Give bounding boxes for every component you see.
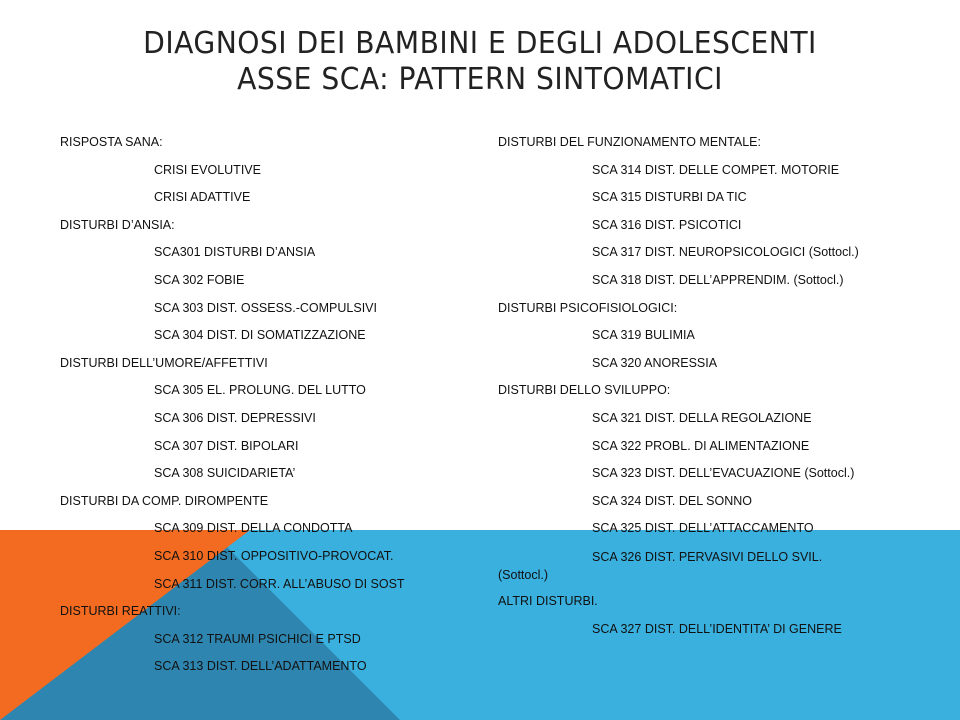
title-line-1: DIAGNOSI DEI BAMBINI E DEGLI ADOLESCENTI (143, 26, 817, 61)
list-item: SCA 304 DIST. DI SOMATIZZAZIONE (154, 328, 366, 343)
category-heading: DISTURBI DA COMP. DIROMPENTE (60, 493, 269, 508)
list-item: SCA 314 DIST. DELLE COMPET. MOTORIE (592, 162, 840, 177)
left-column (60, 129, 470, 681)
list-item: SCA 312 TRAUMI PSICHICI E PTSD (154, 631, 361, 646)
list-item: SCA 318 DIST. DELL’APPRENDIM. (Sottocl.) (592, 272, 844, 287)
category-heading: DISTURBI PSICOFISIOLOGICI: (498, 300, 678, 315)
list-item: SCA 323 DIST. DELL’EVACUAZIONE (Sottocl.) (592, 466, 855, 481)
category-heading: DISTURBI DELL’UMORE/AFFETTIVI (60, 355, 268, 370)
category-heading: DISTURBI DELLO SVILUPPO: (498, 383, 671, 398)
list-item: SCA 327 DIST. DELL’IDENTITA’ DI GENERE (592, 621, 842, 636)
wrapped-item-line2: (Sottocl.) (498, 567, 549, 582)
category-heading: ALTRI DISTURBI. (498, 593, 598, 608)
list-item: SCA 302 FOBIE (154, 272, 245, 287)
list-item: SCA 313 DIST. DELL’ADATTAMENTO (154, 659, 367, 674)
list-item: SCA 319 BULIMIA (592, 328, 695, 343)
list-item: SCA 325 DIST. DELL’ATTACCAMENTO (592, 521, 814, 536)
list-item: SCA 307 DIST. BIPOLARI (154, 438, 299, 453)
title-line-2: ASSE SCA: PATTERN SINTOMATICI (237, 62, 723, 97)
list-item: SCA301 DISTURBI D’ANSIA (154, 245, 316, 260)
right-column (498, 129, 918, 643)
wrapped-item-line1: SCA 326 DIST. PERVASIVI DELLO SVIL. (592, 549, 823, 564)
list-item: SCA 309 DIST. DELLA CONDOTTA (154, 521, 353, 536)
list-item: SCA 305 EL. PROLUNG. DEL LUTTO (154, 383, 366, 398)
category-heading: DISTURBI DEL FUNZIONAMENTO MENTALE: (498, 135, 761, 149)
wrapped-list-item (498, 548, 918, 584)
list-item: SCA 311 DIST. CORR. ALL’ABUSO DI SOST (154, 576, 405, 591)
slide-title (0, 26, 960, 98)
list-item: SCA 320 ANORESSIA (592, 355, 718, 370)
list-item: SCA 324 DIST. DEL SONNO (592, 493, 753, 508)
list-item: SCA 317 DIST. NEUROPSICOLOGICI (Sottocl.) (592, 245, 859, 260)
category-heading: DISTURBI REATTIVI: (60, 604, 181, 619)
list-item: SCA 308 SUICIDARIETA’ (154, 466, 296, 481)
list-item: SCA 303 DIST. OSSESS.-COMPULSIVI (154, 300, 377, 315)
list-item: CRISI EVOLUTIVE (154, 162, 261, 177)
list-item: SCA 306 DIST. DEPRESSIVI (154, 410, 316, 425)
list-item: SCA 322 PROBL. DI ALIMENTAZIONE (592, 438, 810, 453)
category-heading: RISPOSTA SANA: (60, 135, 163, 149)
list-item: SCA 310 DIST. OPPOSITIVO-PROVOCAT. (154, 548, 394, 563)
category-heading: DISTURBI D’ANSIA: (60, 217, 175, 232)
list-item: SCA 315 DISTURBI DA TIC (592, 190, 747, 205)
list-item: SCA 321 DIST. DELLA REGOLAZIONE (592, 410, 812, 425)
list-item: SCA 316 DIST. PSICOTICI (592, 217, 742, 232)
list-item: CRISI ADATTIVE (154, 190, 251, 205)
